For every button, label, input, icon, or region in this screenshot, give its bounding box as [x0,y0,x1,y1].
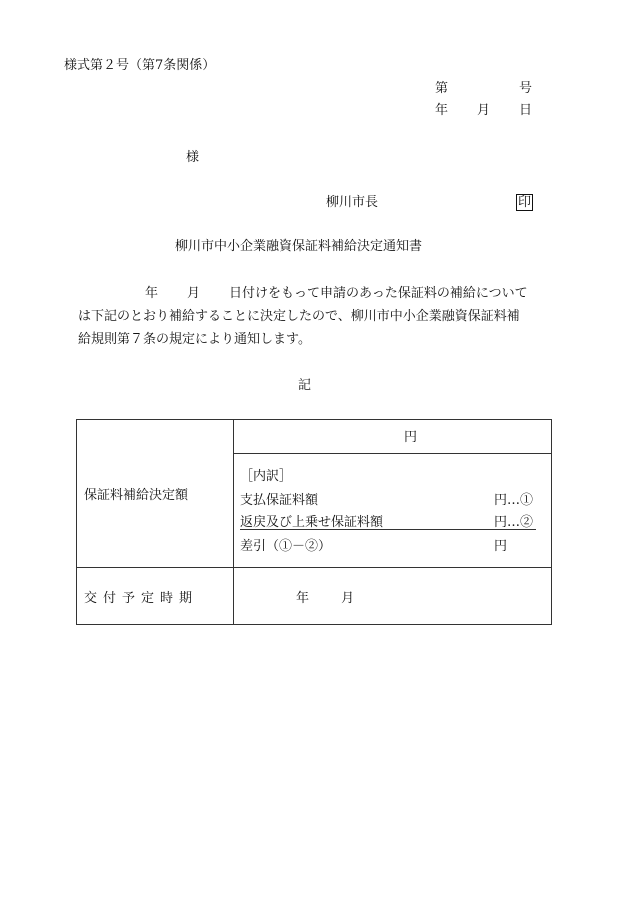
row2-label-cell [77,568,234,625]
item-label: 返戻及び上乗せ保証料額 [240,515,384,530]
date-month: 月 [477,103,491,118]
subsidy-table [76,419,552,625]
table-row [77,420,552,568]
row1-value-cell [234,420,552,568]
row1-label: 保証料補給決定額 [84,488,189,503]
body-line2: は下記のとおり補給することに決定したので、柳川市中小企業融資保証料補 [78,309,520,324]
divider-line [234,453,551,454]
number-prefix: 第 [435,81,449,96]
form-id: 様式第２号（第7条関係） [64,58,216,73]
total-unit: 円 [404,430,418,445]
body-month: 月 [187,286,201,301]
row2-value-cell [234,568,552,625]
issuer-seal [516,194,533,211]
number-suffix: 号 [519,81,533,96]
ki-heading: 記 [298,378,312,393]
seal-mark: 印 [518,195,532,210]
item-label: 支払保証料額 [240,493,319,508]
item-label: 差引（①－②） [240,539,332,554]
item-unit: 円…② [494,515,534,530]
subtotal-underline [240,529,536,530]
item-unit: 円…① [494,493,534,508]
row2-month: 月 [341,590,355,606]
addressee-suffix: 様 [186,150,200,165]
issuer-name: 柳川市長 [326,195,379,210]
row1-label-cell [77,420,234,568]
body-year: 年 [145,286,159,301]
row2-year: 年 [296,590,310,606]
document-title: 柳川市中小企業融資保証料補給決定通知書 [175,239,423,254]
row2-label: 交付予定時期 [84,590,199,606]
body-line1-rest: 日付けをもって申請のあった保証料の補給について [229,286,528,301]
item-unit: 円 [494,539,508,554]
date-day: 日 [519,103,533,118]
date-year: 年 [435,103,449,118]
breakdown-heading: ［内訳］ [240,469,293,484]
table-row [77,568,552,625]
body-line3: 給規則第７条の規定により通知します。 [78,332,311,347]
